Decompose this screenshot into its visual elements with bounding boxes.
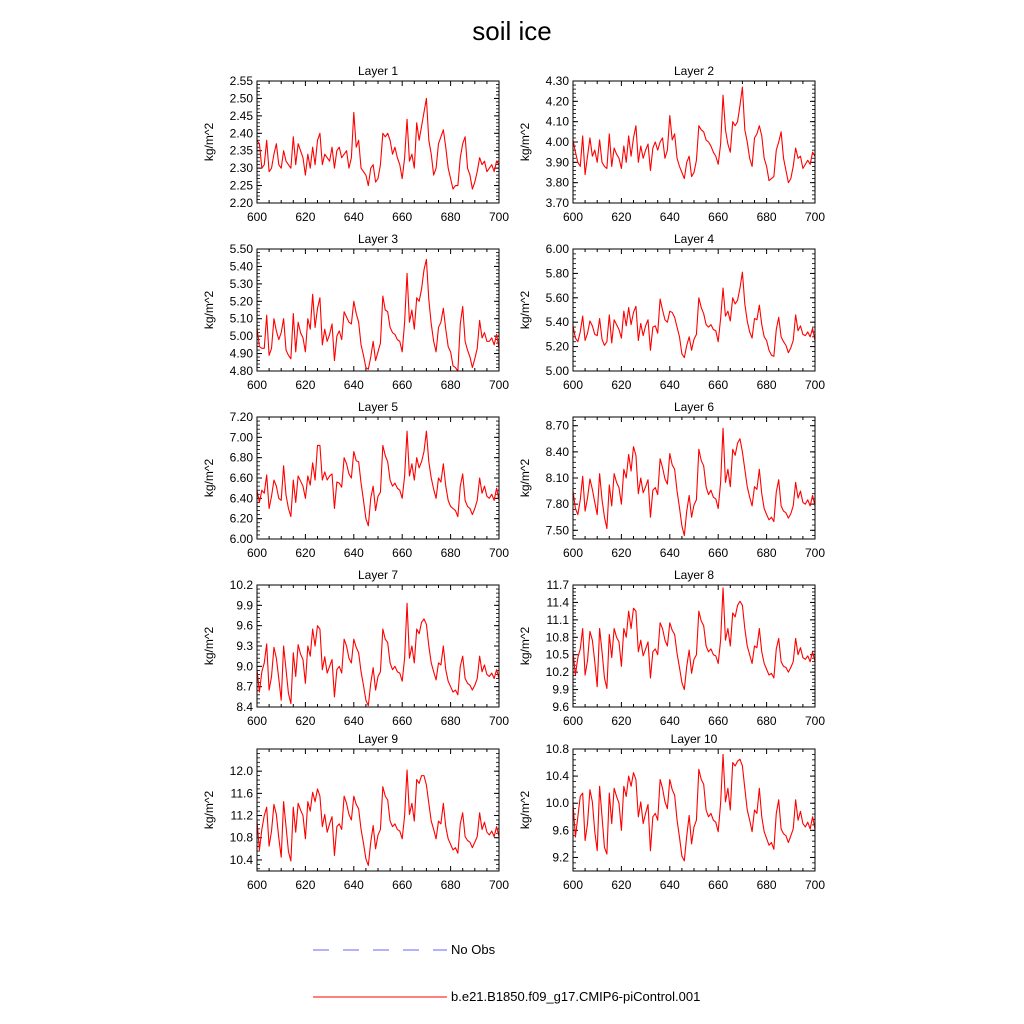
series-line xyxy=(573,272,815,357)
legend xyxy=(313,942,700,1004)
plot-frame xyxy=(257,585,499,707)
x-tick-label: 700 xyxy=(804,378,826,392)
y-tick-label: 5.10 xyxy=(229,311,253,326)
x-tick-label: 640 xyxy=(343,378,364,392)
x-tick-label: 660 xyxy=(708,210,729,224)
y-tick-label: 10.2 xyxy=(545,665,569,680)
x-tick-label: 640 xyxy=(343,210,364,224)
y-tick-label: 5.20 xyxy=(229,294,253,309)
y-tick-label: 7.00 xyxy=(229,430,253,445)
y-tick-label: 2.55 xyxy=(229,74,253,88)
x-tick-label: 600 xyxy=(562,378,584,392)
x-tick-label: 640 xyxy=(343,546,364,560)
y-tick-label: 9.6 xyxy=(552,700,569,714)
x-tick-label: 640 xyxy=(659,378,680,392)
y-tick-label: 9.3 xyxy=(236,639,253,653)
y-tick-label: 12.0 xyxy=(229,764,253,779)
series-line xyxy=(573,588,815,690)
y-tick-label: 8.40 xyxy=(545,444,569,459)
x-tick-label: 620 xyxy=(611,210,632,224)
series-line xyxy=(573,754,815,860)
x-tick-label: 660 xyxy=(708,878,729,892)
panel-1 xyxy=(202,64,509,224)
y-tick-label: 6.00 xyxy=(545,242,569,256)
x-tick-label: 600 xyxy=(246,878,268,892)
x-tick-label: 620 xyxy=(611,546,632,560)
x-tick-label: 600 xyxy=(562,878,584,892)
x-tick-label: 680 xyxy=(756,546,777,560)
y-tick-label: 9.0 xyxy=(236,659,253,674)
x-tick-label: 640 xyxy=(343,714,364,728)
plot-frame xyxy=(573,749,815,871)
y-tick-label: 10.2 xyxy=(229,578,253,592)
panel-7 xyxy=(202,568,509,728)
y-axis-label: kg/m^2 xyxy=(518,626,532,666)
y-tick-label: 4.00 xyxy=(545,135,569,149)
y-tick-label: 9.9 xyxy=(552,682,569,697)
panel-title: Layer 6 xyxy=(673,400,715,414)
x-tick-label: 620 xyxy=(295,378,316,392)
x-tick-label: 660 xyxy=(392,378,413,392)
panel-title: Layer 1 xyxy=(357,64,399,78)
panel-6 xyxy=(518,400,825,560)
x-tick-label: 680 xyxy=(756,210,777,224)
y-tick-label: 8.70 xyxy=(545,418,569,433)
panel-title: Layer 3 xyxy=(357,232,399,246)
y-tick-label: 5.80 xyxy=(545,266,569,281)
y-tick-label: 9.2 xyxy=(552,850,569,865)
series-line xyxy=(573,87,815,183)
panel-4 xyxy=(518,232,825,392)
y-tick-label: 2.20 xyxy=(229,196,253,210)
panel-3 xyxy=(202,232,509,392)
y-tick-label: 5.50 xyxy=(229,242,253,256)
y-tick-label: 8.7 xyxy=(236,679,253,694)
x-tick-label: 640 xyxy=(343,878,364,892)
panel-title: Layer 8 xyxy=(673,568,715,582)
y-tick-label: 10.4 xyxy=(229,852,253,867)
y-tick-label: 10.5 xyxy=(545,647,569,662)
y-axis-label: kg/m^2 xyxy=(202,290,216,330)
x-tick-label: 660 xyxy=(392,546,413,560)
x-tick-label: 680 xyxy=(756,714,777,728)
series-line xyxy=(257,603,499,705)
x-tick-label: 600 xyxy=(562,210,584,224)
x-tick-label: 680 xyxy=(756,378,777,392)
y-tick-label: 6.40 xyxy=(229,491,253,506)
y-tick-label: 10.8 xyxy=(545,742,569,756)
x-tick-label: 600 xyxy=(562,714,584,728)
x-tick-label: 620 xyxy=(611,878,632,892)
x-tick-label: 680 xyxy=(440,546,461,560)
x-tick-label: 600 xyxy=(562,546,584,560)
y-tick-label: 4.90 xyxy=(229,346,253,361)
x-tick-label: 600 xyxy=(246,714,268,728)
y-tick-label: 8.4 xyxy=(236,700,253,714)
y-axis-label: kg/m^2 xyxy=(202,626,216,666)
y-tick-label: 6.80 xyxy=(229,450,253,465)
y-tick-label: 11.1 xyxy=(546,612,569,627)
y-tick-label: 9.6 xyxy=(236,618,253,633)
y-tick-label: 11.6 xyxy=(230,786,253,801)
x-tick-label: 680 xyxy=(440,714,461,728)
panel-title: Layer 10 xyxy=(670,732,718,746)
y-tick-label: 5.40 xyxy=(545,315,569,330)
panel-5 xyxy=(202,400,509,560)
y-axis-label: kg/m^2 xyxy=(202,122,216,162)
series-line xyxy=(257,259,499,371)
y-tick-label: 9.6 xyxy=(552,823,569,838)
y-tick-label: 5.30 xyxy=(229,276,253,291)
series-line xyxy=(257,770,499,865)
legend-label: b.e21.B1850.f09_g17.CMIP6-piControl.001 xyxy=(451,989,701,1004)
y-tick-label: 5.20 xyxy=(545,339,569,354)
panel-title: Layer 5 xyxy=(357,400,399,414)
y-tick-label: 4.20 xyxy=(545,94,569,109)
panel-title: Layer 7 xyxy=(357,568,399,582)
x-tick-label: 620 xyxy=(295,210,316,224)
y-tick-label: 10.8 xyxy=(545,630,569,645)
y-tick-label: 3.90 xyxy=(545,155,569,170)
x-tick-label: 660 xyxy=(392,210,413,224)
y-tick-label: 8.10 xyxy=(545,471,569,485)
y-tick-label: 6.00 xyxy=(229,532,253,546)
y-tick-label: 11.7 xyxy=(546,578,569,592)
legend-label: No Obs xyxy=(451,942,496,957)
y-tick-label: 11.2 xyxy=(230,808,253,823)
x-tick-label: 700 xyxy=(804,878,826,892)
x-tick-label: 680 xyxy=(756,878,777,892)
panel-9 xyxy=(202,732,509,892)
y-tick-label: 10.0 xyxy=(545,796,569,811)
y-tick-label: 10.4 xyxy=(545,769,569,784)
panel-title: Layer 9 xyxy=(357,732,399,746)
x-tick-label: 660 xyxy=(708,378,729,392)
y-axis-label: kg/m^2 xyxy=(202,458,216,498)
x-tick-label: 640 xyxy=(659,546,680,560)
series-line xyxy=(257,98,499,189)
x-tick-label: 620 xyxy=(295,878,316,892)
y-tick-label: 4.30 xyxy=(545,74,569,88)
y-tick-label: 2.25 xyxy=(229,178,253,193)
y-tick-label: 3.70 xyxy=(545,196,569,210)
series-line xyxy=(573,428,815,535)
y-tick-label: 4.80 xyxy=(229,364,253,378)
x-tick-label: 700 xyxy=(488,210,510,224)
panel-8 xyxy=(518,568,825,728)
x-tick-label: 680 xyxy=(440,878,461,892)
panel-2 xyxy=(518,64,825,224)
x-tick-label: 660 xyxy=(708,546,729,560)
x-tick-label: 660 xyxy=(392,878,413,892)
panel-title: Layer 4 xyxy=(673,232,715,246)
y-axis-label: kg/m^2 xyxy=(518,122,532,162)
y-tick-label: 5.00 xyxy=(229,329,253,344)
plot-frame xyxy=(573,417,815,539)
y-tick-label: 2.45 xyxy=(229,108,253,123)
x-tick-label: 620 xyxy=(611,714,632,728)
plot-frame xyxy=(573,249,815,371)
y-axis-label: kg/m^2 xyxy=(518,790,532,830)
figure-title: soil ice xyxy=(472,16,552,46)
y-tick-label: 6.60 xyxy=(229,471,253,485)
y-axis-label: kg/m^2 xyxy=(518,290,532,330)
y-tick-label: 9.9 xyxy=(236,598,253,613)
y-tick-label: 4.10 xyxy=(545,114,569,129)
y-tick-label: 10.8 xyxy=(229,830,253,845)
x-tick-label: 680 xyxy=(440,210,461,224)
x-tick-label: 700 xyxy=(488,878,510,892)
x-tick-label: 700 xyxy=(488,714,510,728)
y-tick-label: 2.30 xyxy=(229,161,253,176)
x-tick-label: 640 xyxy=(659,210,680,224)
y-tick-label: 3.80 xyxy=(545,175,569,190)
y-tick-label: 11.4 xyxy=(546,595,569,610)
x-tick-label: 660 xyxy=(392,714,413,728)
x-tick-label: 680 xyxy=(440,378,461,392)
y-tick-label: 2.50 xyxy=(229,91,253,106)
y-tick-label: 7.20 xyxy=(229,410,253,424)
x-tick-label: 700 xyxy=(804,714,826,728)
y-tick-label: 2.40 xyxy=(229,126,253,141)
panel-title: Layer 2 xyxy=(673,64,715,78)
x-tick-label: 700 xyxy=(804,210,826,224)
x-tick-label: 640 xyxy=(659,714,680,728)
y-tick-label: 7.80 xyxy=(545,497,569,512)
x-tick-label: 600 xyxy=(246,210,268,224)
x-tick-label: 700 xyxy=(804,546,826,560)
y-axis-label: kg/m^2 xyxy=(518,458,532,498)
y-axis-label: kg/m^2 xyxy=(202,790,216,830)
y-tick-label: 7.50 xyxy=(545,523,569,538)
y-tick-label: 2.35 xyxy=(229,143,253,158)
x-tick-label: 600 xyxy=(246,546,268,560)
x-tick-label: 640 xyxy=(659,878,680,892)
x-tick-label: 620 xyxy=(295,714,316,728)
series-line xyxy=(257,431,499,526)
x-tick-label: 660 xyxy=(708,714,729,728)
y-tick-label: 5.60 xyxy=(545,290,569,305)
x-tick-label: 620 xyxy=(295,546,316,560)
panel-10 xyxy=(518,732,825,892)
x-tick-label: 700 xyxy=(488,378,510,392)
y-tick-label: 5.40 xyxy=(229,259,253,274)
x-tick-label: 600 xyxy=(246,378,268,392)
x-tick-label: 700 xyxy=(488,546,510,560)
y-tick-label: 5.00 xyxy=(545,364,569,378)
x-tick-label: 620 xyxy=(611,378,632,392)
y-tick-label: 6.20 xyxy=(229,511,253,526)
